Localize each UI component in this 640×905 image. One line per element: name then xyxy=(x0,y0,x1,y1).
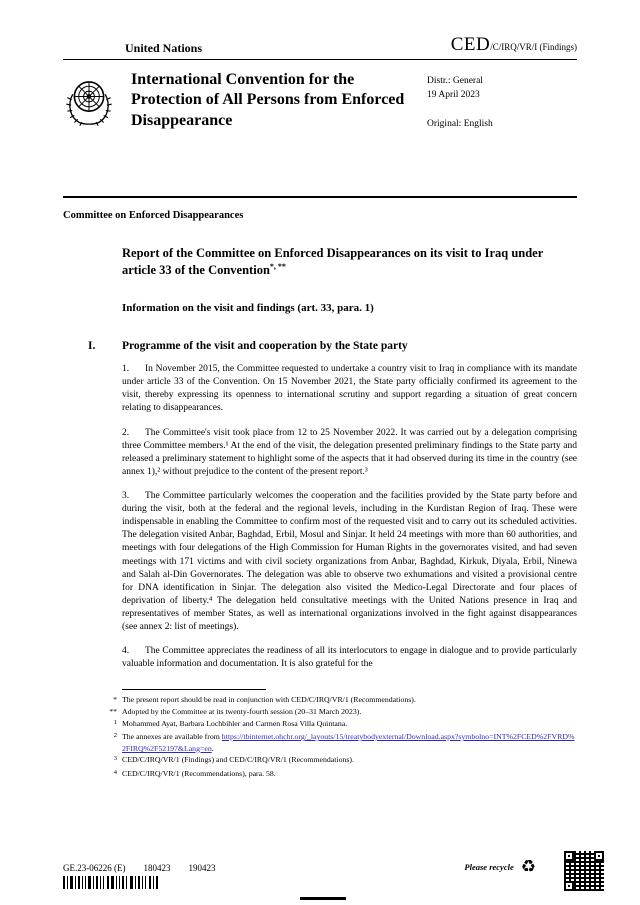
footnote-3 xyxy=(63,754,577,767)
footnote-block xyxy=(63,689,577,781)
job-number: GE.23-06226 (E) xyxy=(63,863,126,873)
footnote-marker: 2 xyxy=(113,732,117,740)
footnote-text xyxy=(122,731,577,754)
footer-job-block xyxy=(63,863,234,889)
report-subtitle: Information on the visit and findings (art. 33, para. 1) xyxy=(122,302,374,315)
org-name: United Nations xyxy=(125,41,203,55)
footnote-text: The present report should be read in conjunction with CED/C/IRQ/VR/1 (Recommendations). xyxy=(122,695,416,705)
masthead xyxy=(63,70,577,132)
footnote-marker: 1 xyxy=(113,718,117,726)
paragraph-2 xyxy=(122,427,577,479)
qr-finder-bottom-left xyxy=(564,881,574,891)
section-heading xyxy=(88,340,577,352)
recycle-block xyxy=(464,858,536,875)
footnote-asterisk xyxy=(63,694,577,706)
report-title-text: Report of the Committee on Enforced Disappearances on its visit to Iraq under article 33 of the Convention xyxy=(122,246,544,277)
footnote-marker: 3 xyxy=(113,755,117,763)
footnote-marker: 4 xyxy=(113,768,117,776)
doc-symbol xyxy=(451,34,577,56)
recycle-icon: ♻ xyxy=(520,857,536,876)
page-header xyxy=(63,0,577,60)
recycle-label: Please recycle xyxy=(464,861,514,872)
footnote-text: Adopted by the Committee at its twenty-fourth session (20–31 March 2023). xyxy=(122,707,362,717)
paragraph-text: In November 2015, the Committee requested to undertake a country visit to Iraq in compliance with its mandate under article 33 of the Convention. On 15 November 2021, the State party officially confirmed its agreement to the visit, thereby expressing its openness to international scrutiny and support regarding a situation of great concern relating to disappearances. xyxy=(122,364,577,414)
paragraph-number: 3. xyxy=(122,491,130,502)
paragraph-text: The Committee appreciates the readiness of all its interlocutors to engage in dialogue and to provide particularly valuable information and documentation. It is also grateful for the xyxy=(122,646,577,670)
paragraph-number: 4. xyxy=(122,646,130,657)
qr-finder-top-left xyxy=(564,851,574,861)
doc-symbol-main: CED xyxy=(450,34,491,55)
report-title xyxy=(122,245,572,278)
doc-symbol-suffix: /C/IRQ/VR/I (Findings) xyxy=(490,42,577,52)
section-divider xyxy=(63,196,577,198)
footnote-separator xyxy=(122,689,266,690)
annex-download-link[interactable]: https://tbinternet.ohchr.org/_layouts/15/treatybodyexternal/Download.aspx?symbolno=INT%2FCED%2FVRD%2FIRQ%2F52197&Lang=en xyxy=(122,732,575,753)
footer-date-1: 180423 xyxy=(143,863,171,873)
paragraph-1 xyxy=(122,363,577,415)
convention-title: International Convention for the Protection of All Persons from Enforced Disappearance xyxy=(131,71,405,129)
paragraph-text: The Committee particularly welcomes the cooperation and the facilities provided by the State party before and during the visit, both at the federal and the regional levels, including in the Kurdistan Region of Iraq. These were indispensable in enabling the Committee to confirm most of the requested visit and to carry out its scheduled activities. The delegation visited Anbar, Baghdad, Erbil, Mosul and Sinjar. It held 24 meetings with more than 60 authorities, and meetings with four delegations of the High Commission for Human Rights in the governorates visited, and had seven meetings with 171 victims and with civil society organizations from Anbar, Baghdad, Kirkuk, Diyala, Erbil, Ninewa and Salah al-Din Governorates. The delegation was able to observe two exhumations and visited a provisional centre for DNA identification in Sinjar. The delegation also visited the Medico-Legal Directorate and four places of deprivation of liberty.⁴ The delegation held consultative meetings with the United Nations presence in Iraq and representatives of member States, as well as international organizations involved in the fight against disappearances (see annex 2: list of meetings). xyxy=(122,491,577,633)
footnote-text: Mohammed Ayat, Barbara Lochbihler and Carmen Rosa Villa Quintana. xyxy=(122,718,348,728)
footnote-4 xyxy=(63,768,577,781)
barcode xyxy=(63,876,159,889)
paragraph-text: The Committee's visit took place from 12 to 25 November 2022. It was carried out by a delegation comprising three Committee members.¹ At the end of the visit, the delegation presented preliminary findings to the State party and released a preliminary statement to highlight some of the aspects that it had observed during its time in the country (see annex 1),² without prejudice to the content of the present report.³ xyxy=(122,427,577,477)
report-title-footnote-marker: *, ** xyxy=(269,261,286,271)
paragraph-number: 2. xyxy=(122,427,130,438)
distr-line: Distr.: General xyxy=(427,76,483,86)
section-numeral: I. xyxy=(88,340,96,353)
qr-finder-top-right xyxy=(594,851,604,861)
footnote-marker: * xyxy=(113,695,117,705)
footnote-double-asterisk xyxy=(63,706,577,718)
footnote-text-prefix: The annexes are available from xyxy=(122,732,222,742)
distr-date: 19 April 2023 xyxy=(427,90,480,101)
footer-job-line xyxy=(63,863,234,873)
committee-name: Committee on Enforced Disappearances xyxy=(63,210,244,221)
paragraph-number: 1. xyxy=(122,364,130,375)
footnote-text-suffix: . xyxy=(211,743,214,753)
footer-date-2: 190423 xyxy=(188,863,216,873)
distribution-block xyxy=(427,70,577,131)
footnote-marker: ** xyxy=(109,707,117,717)
un-emblem-icon xyxy=(63,74,115,132)
section-heading-text: Programme of the visit and cooperation by the State party xyxy=(122,340,408,353)
footnote-text: CED/C/IRQ/VR/1 (Recommendations), para. 58. xyxy=(122,768,276,778)
original-language: Original: English xyxy=(427,118,493,129)
page-bottom-mark xyxy=(300,897,346,900)
paragraph-4 xyxy=(122,645,577,671)
paragraph-3 xyxy=(122,490,577,634)
footnote-text: CED/C/IRQ/VR/1 (Findings) and CED/C/IRQ/VR/1 (Recommendations). xyxy=(122,755,354,765)
footnote-2 xyxy=(63,731,577,754)
footnote-1 xyxy=(63,718,577,731)
qr-code xyxy=(564,851,604,891)
